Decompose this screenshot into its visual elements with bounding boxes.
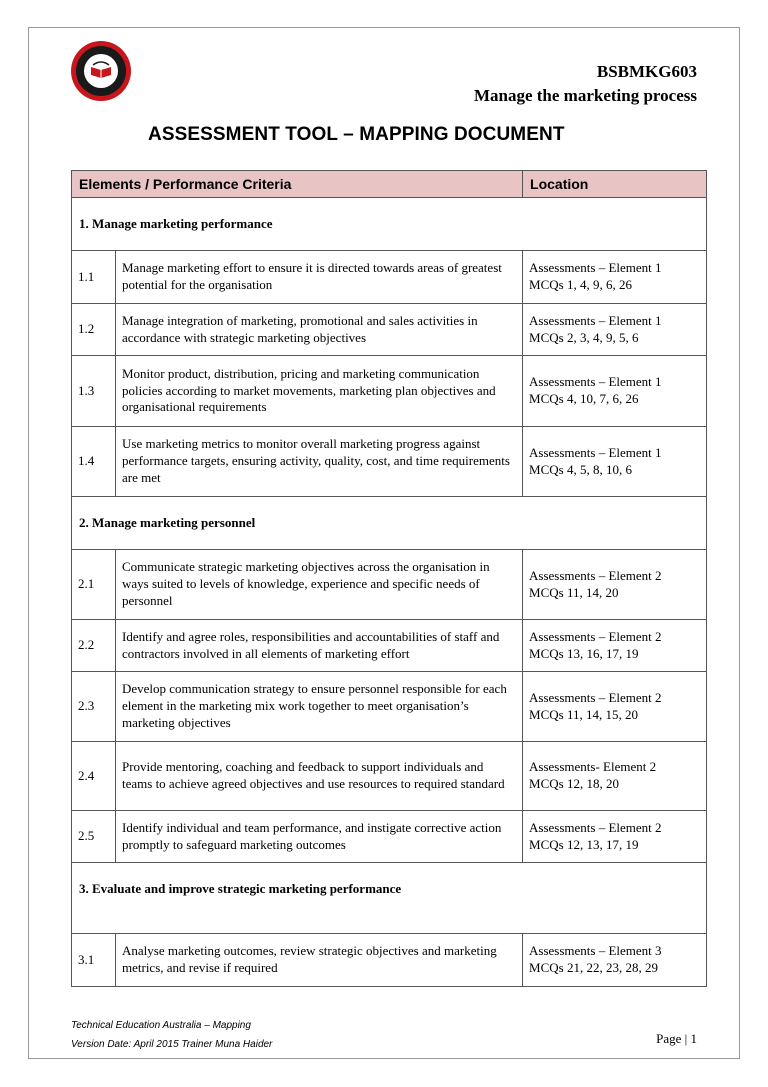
criterion-text: Develop communication strategy to ensure personnel responsible for each element in the marketing mix work together to meet organisation’s marketing objectives <box>116 672 523 742</box>
location-assessment: Assessments – Element 1 <box>529 312 662 328</box>
location-mcqs: MCQs 4, 10, 7, 6, 26 <box>529 391 639 406</box>
footer-org-line: Technical Education Australia – Mapping <box>71 1020 251 1031</box>
criterion-text: Identify and agree roles, responsibilities and accountabilities of staff and contractors involved in all elements of marketing effort <box>116 620 523 672</box>
table-header-row <box>72 171 707 198</box>
location-cell <box>523 934 707 987</box>
location-assessment: Assessments – Element 2 <box>529 819 662 835</box>
table-row <box>72 550 707 620</box>
element-title: 1. Manage marketing performance <box>72 198 707 251</box>
table-row <box>72 934 707 987</box>
location-mcqs: MCQs 2, 3, 4, 9, 5, 6 <box>529 329 639 345</box>
location-assessment: Assessments – Element 2 <box>529 689 662 705</box>
criterion-number: 2.4 <box>72 742 116 811</box>
location-assessment: Assessments – Element 2 <box>529 628 662 644</box>
table-row <box>72 251 707 304</box>
location-assessment: Assessments – Element 1 <box>529 260 662 276</box>
unit-title: Manage the marketing process <box>473 86 697 105</box>
mapping-table <box>71 170 707 987</box>
location-cell <box>523 742 707 811</box>
element-title: 2. Manage marketing personnel <box>72 497 707 550</box>
element-row <box>72 198 707 251</box>
location-assessment: Assessments – Element 1 <box>529 444 662 460</box>
location-assessment: Assessments- Element 2 <box>529 759 657 775</box>
table-row <box>72 427 707 497</box>
location-mcqs: MCQs 21, 22, 23, 28, 29 <box>529 960 658 975</box>
page-number: Page | 1 <box>656 1031 697 1046</box>
location-cell <box>523 251 707 304</box>
criterion-text: Manage integration of marketing, promotional and sales activities in accordance with strategic marketing objectives <box>116 304 523 356</box>
table-row <box>72 304 707 356</box>
criterion-number: 1.3 <box>72 356 116 427</box>
criterion-text: Use marketing metrics to monitor overall marketing progress against performance targets, ensuring activity, quality, cost, and time requirements are met <box>116 427 523 497</box>
criterion-number: 2.1 <box>72 550 116 620</box>
criterion-text: Analyse marketing outcomes, review strategic objectives and marketing metrics, and revise if required <box>116 934 523 987</box>
criterion-text: Identify individual and team performance, and instigate corrective action promptly to safeguard marketing outcomes <box>116 811 523 863</box>
element-row <box>72 497 707 550</box>
table-row <box>72 620 707 672</box>
criterion-number: 2.3 <box>72 672 116 742</box>
criterion-number: 3.1 <box>72 934 116 987</box>
location-mcqs: MCQs 12, 13, 17, 19 <box>529 836 639 852</box>
location-mcqs: MCQs 11, 14, 15, 20 <box>529 706 638 722</box>
location-mcqs: MCQs 12, 18, 20 <box>529 776 619 791</box>
criterion-number: 2.2 <box>72 620 116 672</box>
element-row <box>72 863 707 934</box>
location-cell <box>523 672 707 742</box>
document-title: ASSESSMENT TOOL – MAPPING DOCUMENT <box>148 124 565 145</box>
criterion-text: Manage marketing effort to ensure it is directed towards areas of greatest potential for the organisation <box>116 251 523 304</box>
location-mcqs: MCQs 1, 4, 9, 6, 26 <box>529 277 632 292</box>
criterion-text: Monitor product, distribution, pricing and marketing communication policies according to market movements, marketing plan objectives and organisational requirements <box>116 356 523 427</box>
criterion-number: 1.1 <box>72 251 116 304</box>
element-title: 3. Evaluate and improve strategic marketing performance <box>72 863 707 934</box>
criterion-number: 2.5 <box>72 811 116 863</box>
location-column-header: Location <box>523 171 707 198</box>
location-cell <box>523 304 707 356</box>
criterion-number: 1.2 <box>72 304 116 356</box>
tea-logo <box>70 40 132 102</box>
criteria-column-header: Elements / Performance Criteria <box>72 171 523 198</box>
criterion-text: Provide mentoring, coaching and feedback to support individuals and teams to achieve agreed objectives and use resources to required standard <box>116 742 523 811</box>
location-assessment: Assessments – Element 3 <box>529 943 662 959</box>
location-mcqs: MCQs 11, 14, 20 <box>529 584 619 600</box>
location-cell <box>523 620 707 672</box>
location-mcqs: MCQs 13, 16, 17, 19 <box>529 645 639 661</box>
table-row <box>72 742 707 811</box>
table-row <box>72 672 707 742</box>
location-assessment: Assessments – Element 2 <box>529 567 662 583</box>
table-row <box>72 356 707 427</box>
location-cell <box>523 550 707 620</box>
location-cell <box>523 356 707 427</box>
location-cell <box>523 811 707 863</box>
table-row <box>72 811 707 863</box>
unit-code: BSBMKG603 <box>596 62 697 81</box>
criterion-text: Communicate strategic marketing objectives across the organisation in ways suited to levels of knowledge, experience and specific needs of personnel <box>116 550 523 620</box>
location-assessment: Assessments – Element 1 <box>529 374 662 390</box>
location-cell <box>523 427 707 497</box>
location-mcqs: MCQs 4, 5, 8, 10, 6 <box>529 461 632 477</box>
footer-info <box>71 1016 272 1054</box>
footer-version-line: Version Date: April 2015 Trainer Muna Haider <box>71 1039 273 1050</box>
criterion-number: 1.4 <box>72 427 116 497</box>
